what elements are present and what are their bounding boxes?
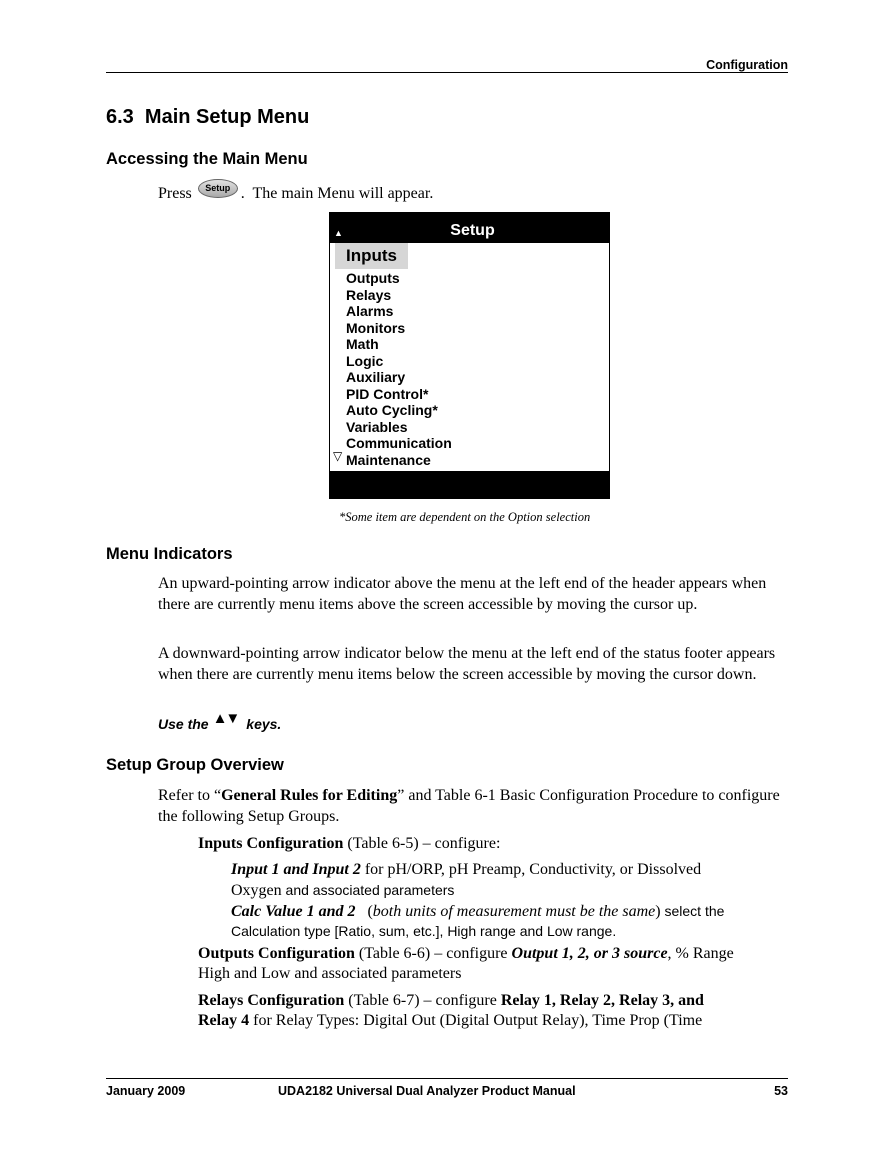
menu-item-logic[interactable]: Logic bbox=[346, 352, 384, 369]
menu-item-auxiliary[interactable]: Auxiliary bbox=[346, 369, 406, 385]
calc-value-label: Calc Value 1 and 2 bbox=[231, 903, 356, 920]
header-rule bbox=[106, 72, 788, 73]
section-heading: 6.3 Main Setup Menu bbox=[106, 106, 310, 128]
input12-line2-text: Oxygen bbox=[231, 882, 282, 899]
general-rules-link-text: General Rules for Editing bbox=[221, 787, 398, 804]
menu-item-alarms[interactable]: Alarms bbox=[346, 303, 394, 319]
input12-line bbox=[231, 860, 791, 881]
menu-item-communication[interactable]: Communication bbox=[346, 435, 452, 451]
page-number: 53 bbox=[774, 1084, 788, 1098]
menu-item-monitors[interactable]: Monitors bbox=[346, 319, 406, 336]
footer-rule bbox=[106, 1078, 788, 1079]
menu-item-variables[interactable]: Variables bbox=[346, 418, 408, 435]
menu-item-inputs[interactable]: Inputs bbox=[335, 243, 408, 269]
inputs-config-label: Inputs Configuration bbox=[198, 835, 344, 852]
relays-configuration-line bbox=[198, 991, 793, 1012]
input12-rest: for pH/ORP, pH Preamp, Conductivity, or Dissolved bbox=[360, 861, 702, 878]
screen-title: Setup bbox=[450, 222, 495, 239]
calc-value-note: both units of measurement must be the same bbox=[372, 903, 656, 920]
outputs-configuration-line bbox=[198, 944, 793, 965]
menu-appears-text: . The main Menu will appear. bbox=[240, 185, 434, 202]
menu-item-outputs[interactable]: Outputs bbox=[346, 270, 400, 286]
intro-pre: Refer to “ bbox=[158, 787, 222, 804]
inputs-configuration-line bbox=[198, 834, 500, 855]
relays-config-label: Relays Configuration bbox=[198, 992, 345, 1009]
calc-value-line bbox=[231, 901, 791, 923]
menu-item-math[interactable]: Math bbox=[346, 336, 379, 352]
menu-item-auto-cycling[interactable]: Auto Cycling* bbox=[346, 402, 438, 418]
up-arrow-icon: ▲ bbox=[334, 228, 343, 238]
keys-note-post: keys. bbox=[246, 716, 282, 732]
press-setup-line bbox=[158, 184, 788, 205]
menu-item-maintenance[interactable]: Maintenance bbox=[346, 451, 431, 468]
outputs-config-rest: , % Range bbox=[667, 945, 734, 962]
accessing-menu-heading: Accessing the Main Menu bbox=[106, 150, 308, 168]
relays-configuration-line2 bbox=[198, 1011, 793, 1032]
outputs-config-mid: (Table 6-6) – configure bbox=[354, 945, 512, 962]
screen-status-footer bbox=[330, 471, 609, 498]
input12-line2-sans: and associated parameters bbox=[281, 882, 455, 898]
setup-key-icon: Setup bbox=[198, 179, 238, 198]
running-header: Configuration bbox=[706, 58, 788, 72]
down-arrow-paragraph: A downward-pointing arrow indicator below the menu at the left end of the status footer appears when there are currently menu items below the screen accessible by moving the cursor down. bbox=[158, 645, 776, 683]
input12-line2 bbox=[231, 880, 454, 902]
relays-config-mid: (Table 6-7) – configure bbox=[344, 992, 501, 1009]
footer-date: January 2009 bbox=[106, 1084, 186, 1098]
calc-select-text: select the bbox=[660, 903, 725, 919]
keys-note-pre: Use the bbox=[158, 716, 209, 732]
keys-note bbox=[158, 710, 282, 733]
screen-header bbox=[330, 213, 609, 243]
setup-group-overview-heading: Setup Group Overview bbox=[106, 756, 284, 774]
menu-item-relays[interactable]: Relays bbox=[346, 286, 392, 303]
press-text: Press bbox=[158, 185, 192, 202]
overview-intro bbox=[158, 786, 788, 827]
calc-paren-open: ( bbox=[355, 903, 373, 920]
menu-indicators-heading: Menu Indicators bbox=[106, 545, 233, 563]
inputs-config-rest: (Table 6-5) – configure: bbox=[343, 835, 501, 852]
outputs-config-label: Outputs Configuration bbox=[198, 945, 355, 962]
outputs-configuration-line2: High and Low and associated parameters bbox=[198, 965, 462, 982]
screen-caption: *Some item are dependent on the Option selection bbox=[339, 510, 591, 524]
input12-label: Input 1 and Input 2 bbox=[231, 861, 361, 878]
calc-value-line2: Calculation type [Ratio, sum, etc.], High range and Low range. bbox=[231, 923, 617, 939]
outputs-source-text: Output 1, 2, or 3 source bbox=[511, 945, 668, 962]
calc-paren-close: ) bbox=[655, 903, 661, 920]
setup-menu-screen bbox=[329, 212, 610, 499]
relays-list-text: Relay 1, Relay 2, Relay 3, and bbox=[500, 992, 704, 1009]
intro-post: ” and Table 6-1 Basic Configuration Procedure to configure the following Setup Groups. bbox=[158, 787, 780, 825]
down-arrow-icon: ▽ bbox=[333, 449, 343, 463]
relays-config-rest: for Relay Types: Digital Out (Digital Output Relay), Time Prop (Time bbox=[249, 1012, 703, 1029]
footer-manual-title: UDA2182 Universal Dual Analyzer Product Manual bbox=[278, 1084, 576, 1098]
arrow-keys-icon: ▲▼ bbox=[212, 710, 239, 727]
up-arrow-paragraph: An upward-pointing arrow indicator above the menu at the left end of the header appears when there are currently menu items above the screen accessible by moving the cursor up. bbox=[158, 575, 767, 613]
menu-item-pid-control[interactable]: PID Control* bbox=[346, 385, 429, 402]
relay4-text: Relay 4 bbox=[198, 1012, 250, 1029]
